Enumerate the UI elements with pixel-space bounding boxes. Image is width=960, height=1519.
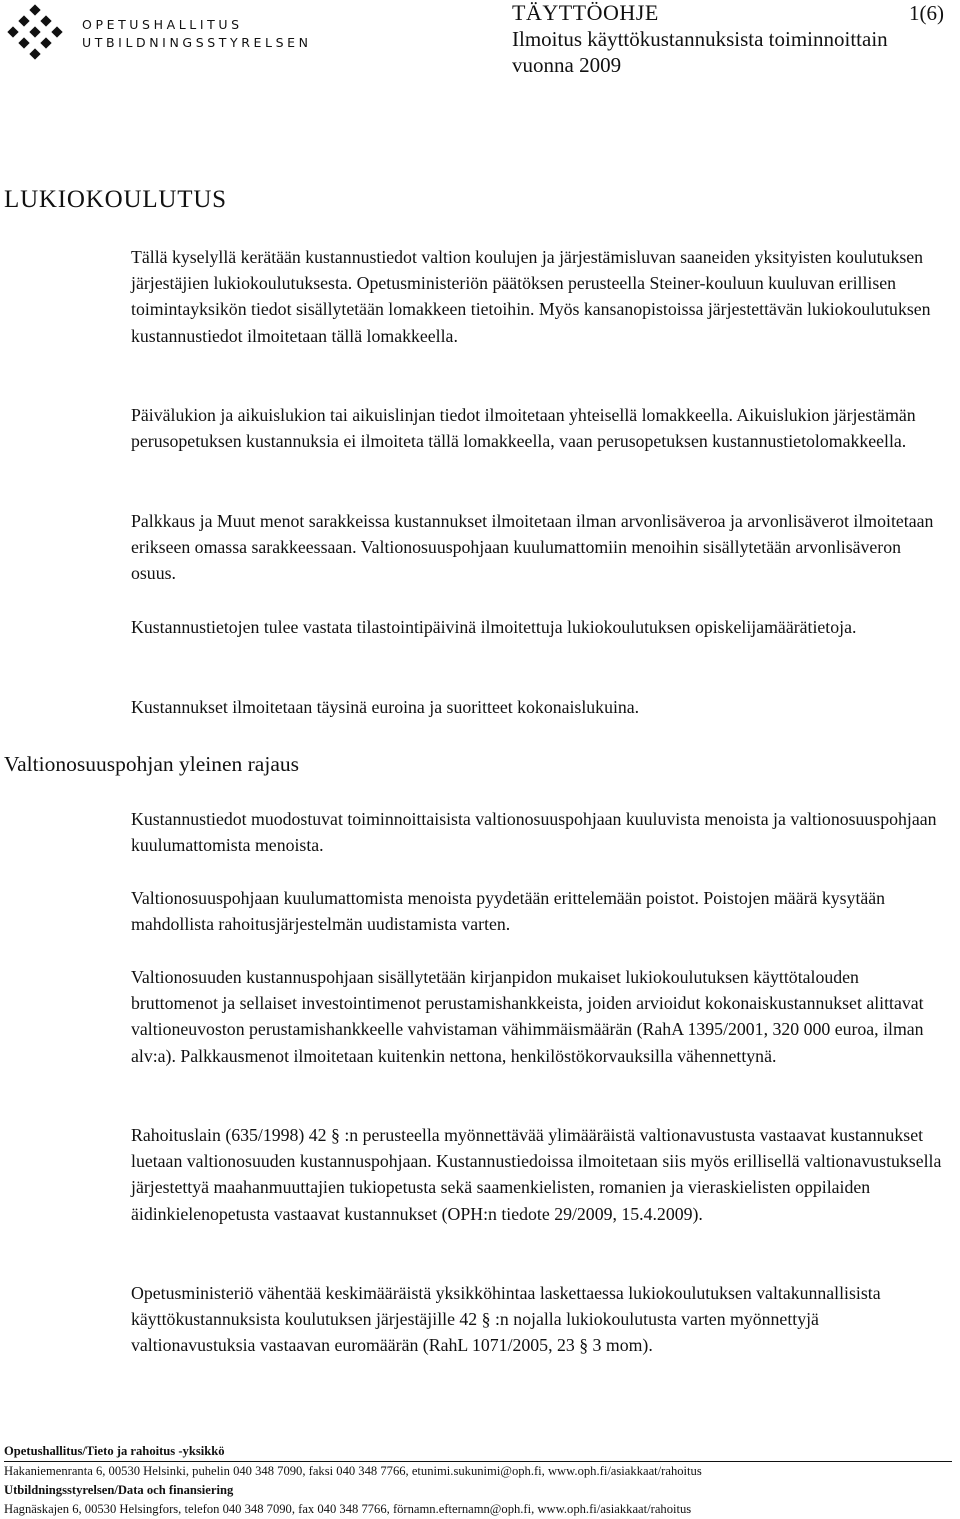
section-paragraph-2: Valtionosuuspohjaan kuulumattomista menoista pyydetään erittelemään poistot. Poistojen määrä kysytään mahdollista rahoitusjärjestelmän uudistamista varten. xyxy=(131,888,886,935)
intro-paragraph-2: Päivälukion ja aikuislukion tai aikuislinjan tiedot ilmoitetaan yhteisellä lomakkeella. Aikuislukion järjestämän perusopetuksen kustannuksia ei ilmoiteta tällä lomakkeella, vaan perusopetuksen kustannustietolomakkeella. xyxy=(131,405,916,452)
organization-name xyxy=(82,16,312,52)
footer-address-fi: Hakaniemenranta 6, 00530 Helsinki, puhelin 040 348 7090, faksi 040 348 7766, etunimi.sukunimi@oph.fi, www.oph.fi/asiakkaat/rahoitus xyxy=(4,1464,702,1478)
section-heading: Valtionosuuspohjan yleinen rajaus xyxy=(4,752,299,776)
org-name-sv: UTBILDNINGSSTYRELSEN xyxy=(82,35,312,50)
intro-paragraph-5: Kustannukset ilmoitetaan täysinä euroina ja suoritteet kokonaislukuina. xyxy=(131,697,640,717)
org-name-fi: OPETUSHALLITUS xyxy=(82,17,243,32)
document-type: TÄYTTÖOHJE xyxy=(512,0,659,25)
section-paragraph-1: Kustannustiedot muodostuvat toiminnoittaisista valtionosuuspohjaan kuuluvista menoista ja valtionosuuspohjaan kuulumattomista menoista. xyxy=(131,809,937,856)
document-subtitle-line1: Ilmoitus käyttökustannuksista toiminnoittain xyxy=(512,27,888,51)
section-paragraph-3: Valtionosuuden kustannuspohjaan sisällytetään kirjanpidon mukaiset lukiokoulutuksen käyttötalouden bruttomenot ja sellaiset investointimenot perustamishankkeista, joiden arvioidut kokonaiskustannukset alittavat valtioneuvoston perustamishankkeelle vahvistaman vähimmäismäärän (RahA 1395/2001, 320 000 euroa, ilman alv:a). Palkkausmenot ilmoitetaan kuitenkin nettona, henkilöstökorvauksilla vähennettynä. xyxy=(131,967,924,1066)
page-title: LUKIOKOULUTUS xyxy=(4,186,227,213)
page-footer xyxy=(4,1442,952,1519)
document-header xyxy=(512,0,944,78)
page-number: 1(6) xyxy=(909,1,944,25)
intro-paragraph-4: Kustannustietojen tulee vastata tilastointipäivinä ilmoitettuja lukiokoulutuksen opiskelijamäärätietoja. xyxy=(131,617,857,637)
footer-address-sv: Hagnäskajen 6, 00530 Helsingfors, telefon 040 348 7090, fax 040 348 7766, förnamn.efternamn@oph.fi, www.oph.fi/asiakkaat/rahoitus xyxy=(4,1502,692,1516)
intro-paragraph-1: Tällä kyselyllä kerätään kustannustiedot valtion koulujen ja järjestämisluvan saaneiden yksityisten koulutuksen järjestäjien lukiokoulutuksesta. Opetusministeriön päätöksen perusteella Steiner-kouluun kuuluvan erillisen toimintayksikön tiedot sisällytetään lomakkeen tietoihin. Myös kansanopistoissa järjestettävän lukiokoulutuksen kustannustiedot ilmoitetaan tällä lomakkeella. xyxy=(131,247,931,346)
footer-unit-sv: Utbildningsstyrelsen/Data och finansiering xyxy=(4,1483,234,1497)
opetushallitus-logo xyxy=(4,2,66,64)
section-paragraph-4: Rahoituslain (635/1998) 42 § :n perusteella myönnettävää ylimääräistä valtionavustusta vastaavat kustannukset luetaan valtionosuuden kustannuspohjaan. Kustannustiedoissa ilmoitetaan siis myös erillisellä valtionavustuksella järjestettyä maahanmuuttajien tukiopetusta sekä saamenkielisten, romanien ja vieraskielisten oppilaiden äidinkielenopetusta vastaavat kustannukset (OPH:n tiedote 29/2009, 15.4.2009). xyxy=(131,1125,942,1224)
intro-paragraph-3: Palkkaus ja Muut menot sarakkeissa kustannukset ilmoitetaan ilman arvonlisäveroa ja arvonlisäverot ilmoitetaan erikseen omassa sarakkeessaan. Valtionosuuspohjaan kuulumattomiin menoihin sisällytetään arvonlisäveron osuus. xyxy=(131,511,934,584)
section-paragraph-5: Opetusministeriö vähentää keskimääräistä yksikköhintaa laskettaessa lukiokoulutuksen valtakunnallisista käyttökustannuksista koulutuksen järjestäjille 42 § :n nojalla lukiokoulutusta varten myönnettyjä valtionavustuksia vastaavan euromäärän (RahL 1071/2005, 23 § 3 mom). xyxy=(131,1283,881,1356)
document-subtitle-line2: vuonna 2009 xyxy=(512,53,622,77)
footer-unit-fi: Opetushallitus/Tieto ja rahoitus -yksikkö xyxy=(4,1444,225,1458)
